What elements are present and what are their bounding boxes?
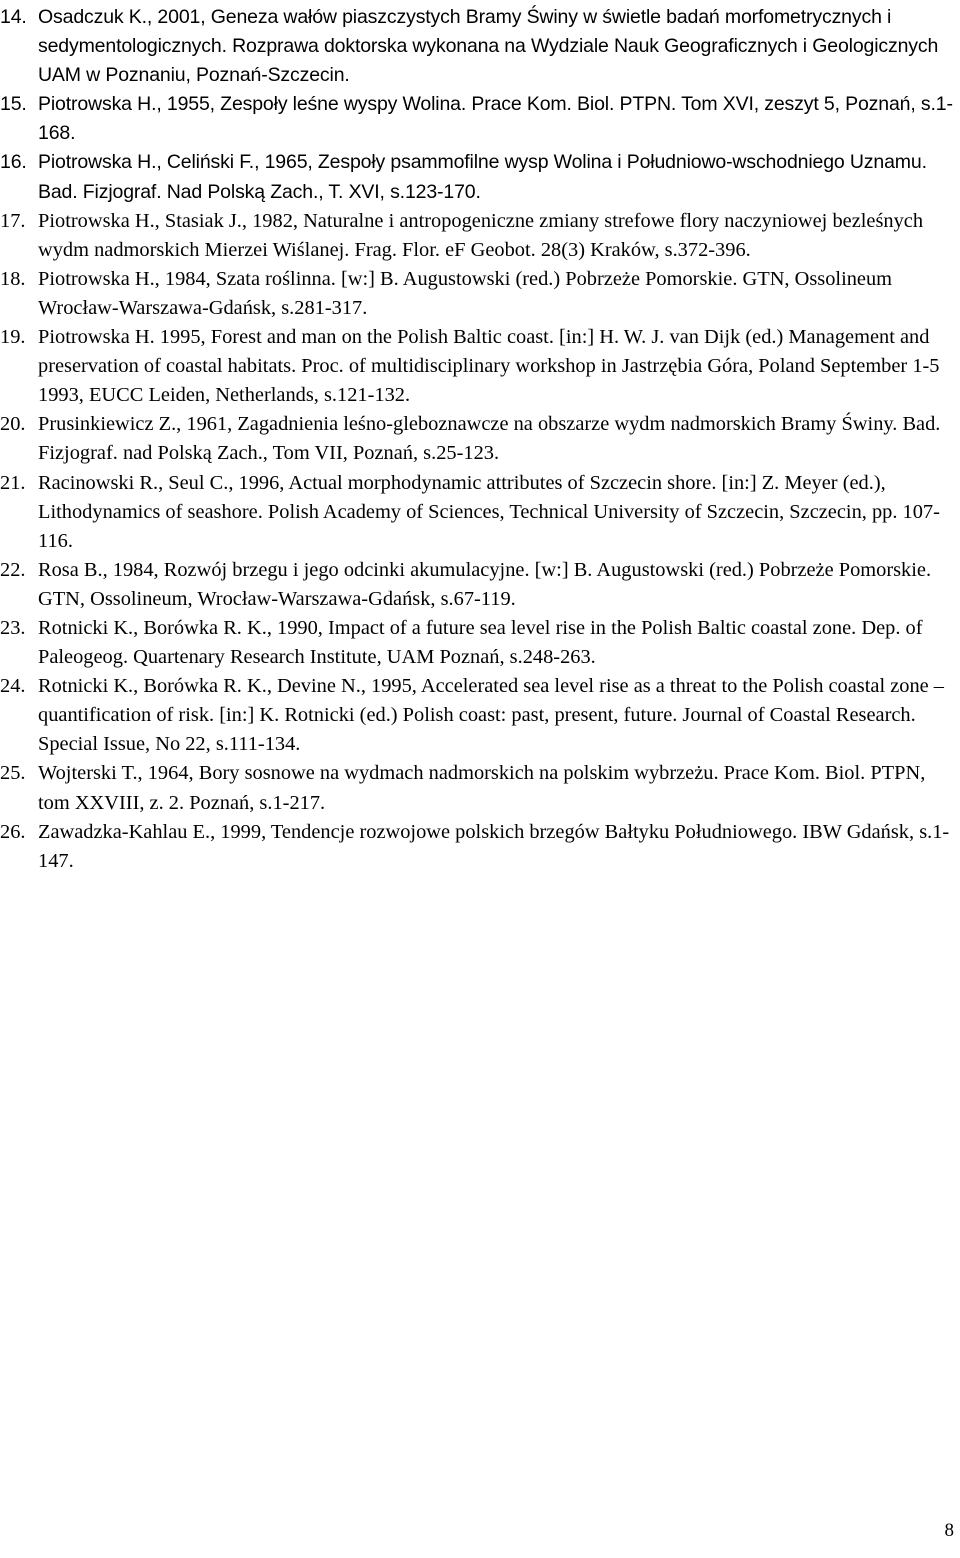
reference-text: Wojterski T., 1964, Bory sosnowe na wydmach nadmorskich na polskim wybrzeżu. Prace Kom. Biol. PTPN, tom XXVIII, z. 2. Poznań, s.1-217.: [38, 762, 926, 814]
reference-number: 22.: [0, 558, 26, 581]
reference-item: [0, 759, 958, 817]
reference-number: 25.: [0, 762, 26, 785]
reference-text: Racinowski R., Seul C., 1996, Actual morphodynamic attributes of Szczecin shore. [in:] Z. Meyer (ed.), Lithodynamics of seashore. Polish Academy of Sciences, Technical University of Szczecin, Szczecin, pp. 107-116.: [38, 471, 940, 552]
reference-item: [0, 148, 958, 206]
reference-number: 21.: [0, 471, 26, 494]
reference-list: [0, 3, 958, 876]
reference-item: [0, 323, 958, 410]
page-number: 8: [944, 1520, 954, 1541]
reference-number: 16.: [0, 151, 27, 174]
reference-text: Osadczuk K., 2001, Geneza wałów piaszczystych Bramy Świny w świetle badań morfometrycznych i sedymentologicznych. Rozprawa doktorska wykonana na Wydziale Nauk Geograficznych i Geologicznych UAM w Poznaniu, Poznań-Szczecin.: [38, 6, 939, 87]
reference-text: Rotnicki K., Borówka R. K., Devine N., 1995, Accelerated sea level rise as a threat to the Polish coastal zone – quantification of risk. [in:] K. Rotnicki (ed.) Polish coast: past, present, future. Journal of Coastal Research. Special Issue, No 22, s.111-134.: [38, 675, 944, 756]
reference-item: [0, 265, 958, 323]
reference-number: 18.: [0, 267, 26, 290]
reference-item: [0, 90, 958, 148]
reference-text: Prusinkiewicz Z., 1961, Zagadnienia leśno-gleboznawcze na obszarze wydm nadmorskich Bramy Świny. Bad. Fizjograf. nad Polską Zach., Tom VII, Poznań, s.25-123.: [38, 413, 941, 465]
reference-text: Rosa B., 1984, Rozwój brzegu i jego odcinki akumulacyjne. [w:] B. Augustowski (red.) Pobrzeże Pomorskie. GTN, Ossolineum, Wrocław-Warszawa-Gdańsk, s.67-119.: [38, 558, 932, 610]
reference-item: [0, 672, 958, 759]
reference-text: Piotrowska H., 1984, Szata roślinna. [w:] B. Augustowski (red.) Pobrzeże Pomorskie. GTN, Ossolineum Wrocław-Warszawa-Gdańsk, s.281-317.: [38, 267, 893, 319]
reference-item: [0, 3, 958, 90]
reference-text: Zawadzka-Kahlau E., 1999, Tendencje rozwojowe polskich brzegów Bałtyku Południowego. IBW Gdańsk, s.1-147.: [38, 820, 950, 872]
reference-number: 23.: [0, 616, 26, 639]
reference-number: 14.: [0, 6, 27, 28]
reference-number: 15.: [0, 93, 27, 116]
reference-number: 26.: [0, 820, 26, 843]
reference-item: [0, 207, 958, 265]
reference-item: [0, 556, 958, 614]
reference-number: 17.: [0, 209, 26, 232]
reference-number: 24.: [0, 675, 26, 698]
reference-text: Piotrowska H., Stasiak J., 1982, Naturalne i antropogeniczne zmiany strefowe flory naczyniowej bezleśnych wydm nadmorskich Mierzei Wiślanej. Frag. Flor. eF Geobot. 28(3) Kraków, s.372-396.: [38, 209, 924, 261]
reference-text: Piotrowska H., 1955, Zespoły leśne wyspy Wolina. Prace Kom. Biol. PTPN. Tom XVI, zeszyt 5, Poznań, s.1-168.: [38, 93, 953, 145]
reference-item: [0, 614, 958, 672]
reference-number: 20.: [0, 413, 26, 436]
reference-number: 19.: [0, 326, 26, 349]
reference-text: Rotnicki K., Borówka R. K., 1990, Impact of a future sea level rise in the Polish Baltic coastal zone. Dep. of Paleogeog. Quartenary Research Institute, UAM Poznań, s.248-263.: [38, 616, 923, 669]
reference-item: [0, 818, 958, 876]
reference-text: Piotrowska H. 1995, Forest and man on the Polish Baltic coast. [in:] H. W. J. van Dijk (ed.) Management and preservation of coastal habitats. Proc. of multidisciplinary workshop in Jastrzębia Góra, Poland September 1-5 1993, EUCC Leiden, Netherlands, s.121-132.: [38, 326, 940, 407]
reference-text: Piotrowska H., Celiński F., 1965, Zespoły psammofilne wysp Wolina i Południowo-wschodniego Uznamu. Bad. Fizjograf. Nad Polską Zach., T. XVI, s.123-170.: [38, 151, 927, 203]
reference-item: [0, 469, 958, 556]
reference-item: [0, 410, 958, 468]
